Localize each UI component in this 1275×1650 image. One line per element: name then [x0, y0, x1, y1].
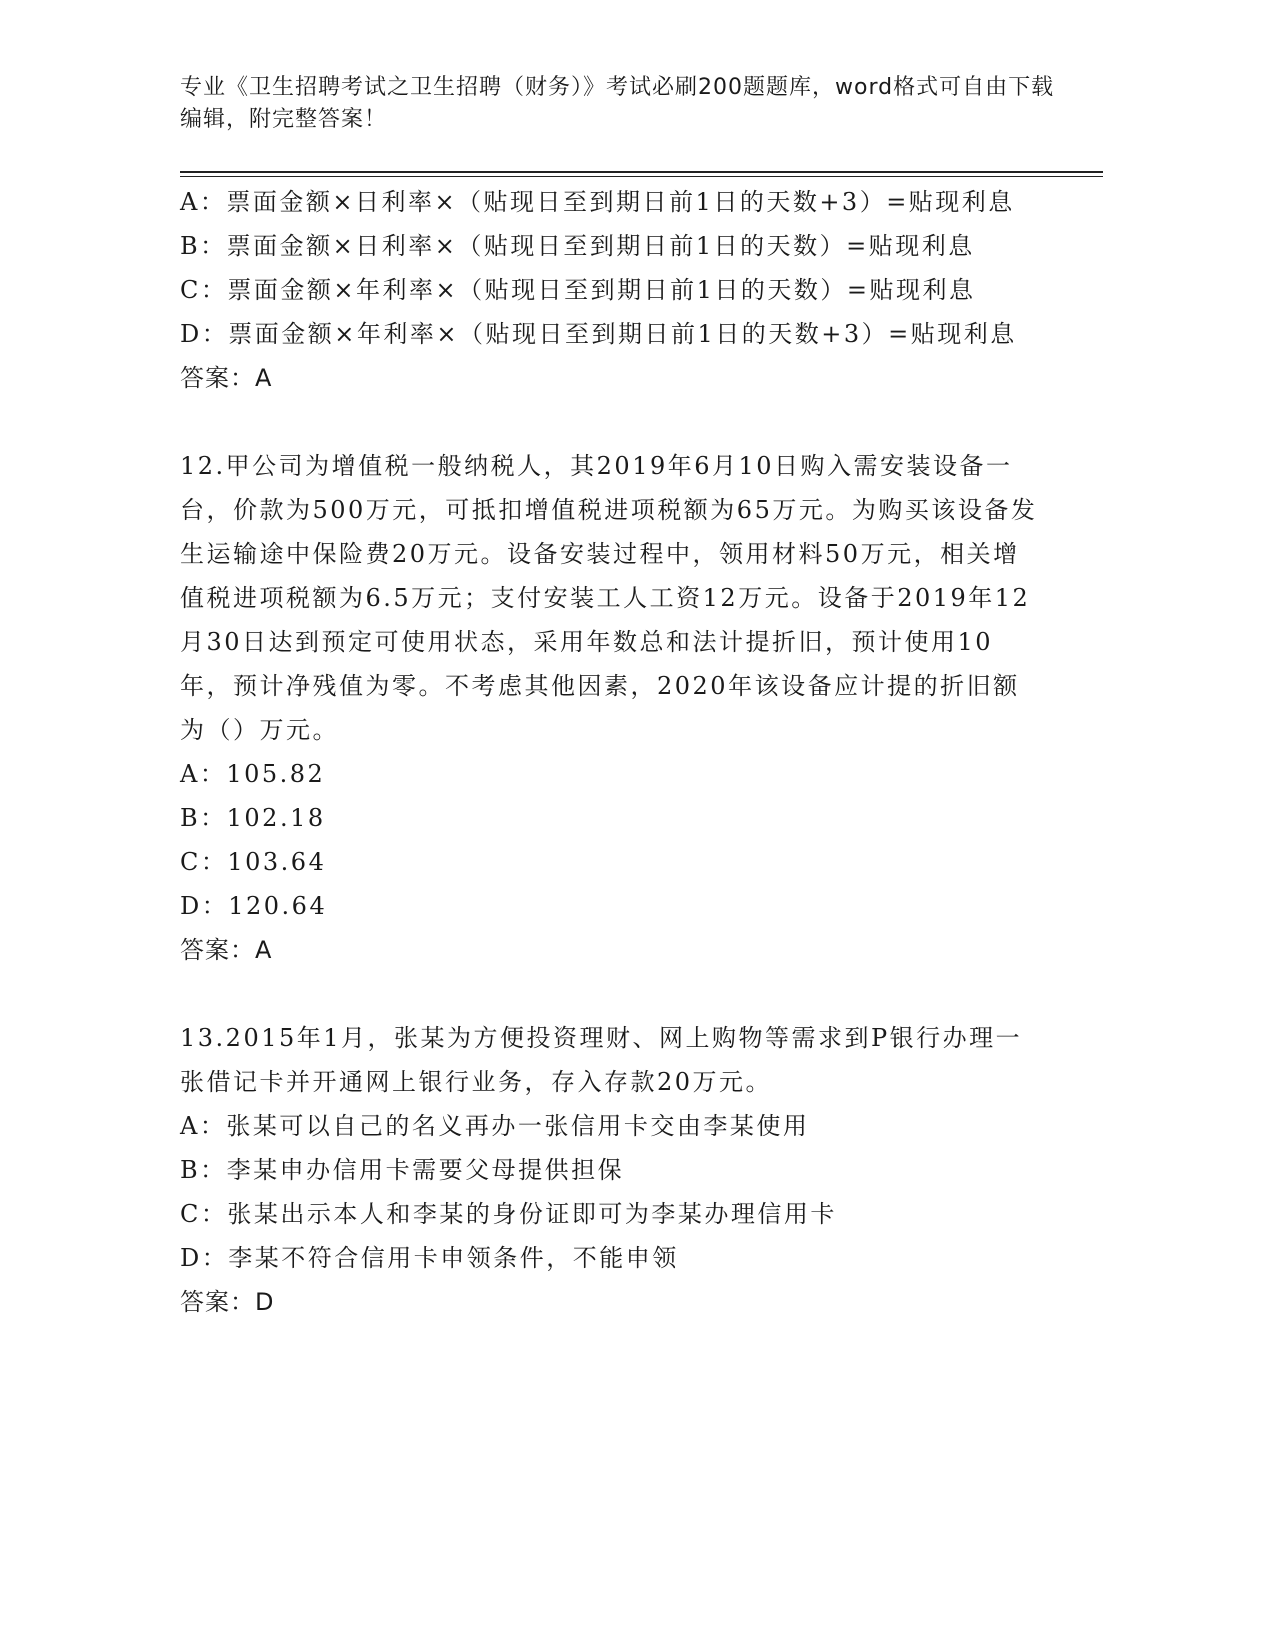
question-12-option-b: B：102.18: [180, 804, 326, 832]
question-13-stem: 13.2015年1月，张某为方便投资理财、网上购物等需求到P银行办理一张借记卡并开通网上银行业务，存入存款20万元。: [180, 1024, 1023, 1096]
question-12-option-d: D：120.64: [180, 892, 328, 920]
question-13-answer: 答案：D: [180, 1288, 275, 1316]
header-rule-thick: [180, 171, 1103, 173]
spacer: [180, 972, 1040, 1016]
question-13-option-b: B：李某申办信用卡需要父母提供担保: [180, 1156, 625, 1184]
question-11-option-d: D：票面金额×年利率×（贴现日至到期日前1日的天数+3）=贴现利息: [180, 320, 1017, 348]
question-13-option-d: D：李某不符合信用卡申领条件，不能申领: [180, 1244, 679, 1272]
question-11-option-b: B：票面金额×日利率×（贴现日至到期日前1日的天数）=贴现利息: [180, 232, 975, 260]
question-11-block: [180, 180, 1040, 400]
question-13-block: [180, 1016, 1040, 1324]
question-11-answer: 答案：A: [180, 364, 273, 392]
question-12-answer: 答案：A: [180, 936, 273, 964]
document-header: [180, 72, 1060, 136]
question-11-option-a: A：票面金额×日利率×（贴现日至到期日前1日的天数+3）=贴现利息: [180, 188, 1015, 216]
question-12-stem: 12.甲公司为增值税一般纳税人，其2019年6月10日购入需安装设备一台，价款为500万元，可抵扣增值税进项税额为65万元。为购买该设备发生运输途中保险费20万元。设备安装过程中，领用材料50万元，相关增值税进项税额为6.5万元；支付安装工人工资12万元。设备于2019年12月30日达到预定可使用状态，采用年数总和法计提折旧，预计使用10年，预计净残值为零。不考虑其他因素，2020年该设备应计提的折旧额为（）万元。: [180, 452, 1038, 744]
question-12-block: [180, 444, 1040, 972]
question-11-option-c: C：票面金额×年利率×（贴现日至到期日前1日的天数）=贴现利息: [180, 276, 976, 304]
question-12-option-c: C：103.64: [180, 848, 327, 876]
question-13-option-a: A：张某可以自己的名义再办一张信用卡交由李某使用: [180, 1112, 810, 1140]
spacer: [180, 400, 1040, 444]
header-rule-thin: [180, 176, 1103, 177]
question-13-option-c: C：张某出示本人和李某的身份证即可为李某办理信用卡: [180, 1200, 837, 1228]
document-title: 专业《卫生招聘考试之卫生招聘（财务）》考试必刷200题题库，word格式可自由下载编辑，附完整答案！: [180, 75, 1055, 132]
question-12-option-a: A：105.82: [180, 760, 326, 788]
document-body: [180, 180, 1040, 1324]
